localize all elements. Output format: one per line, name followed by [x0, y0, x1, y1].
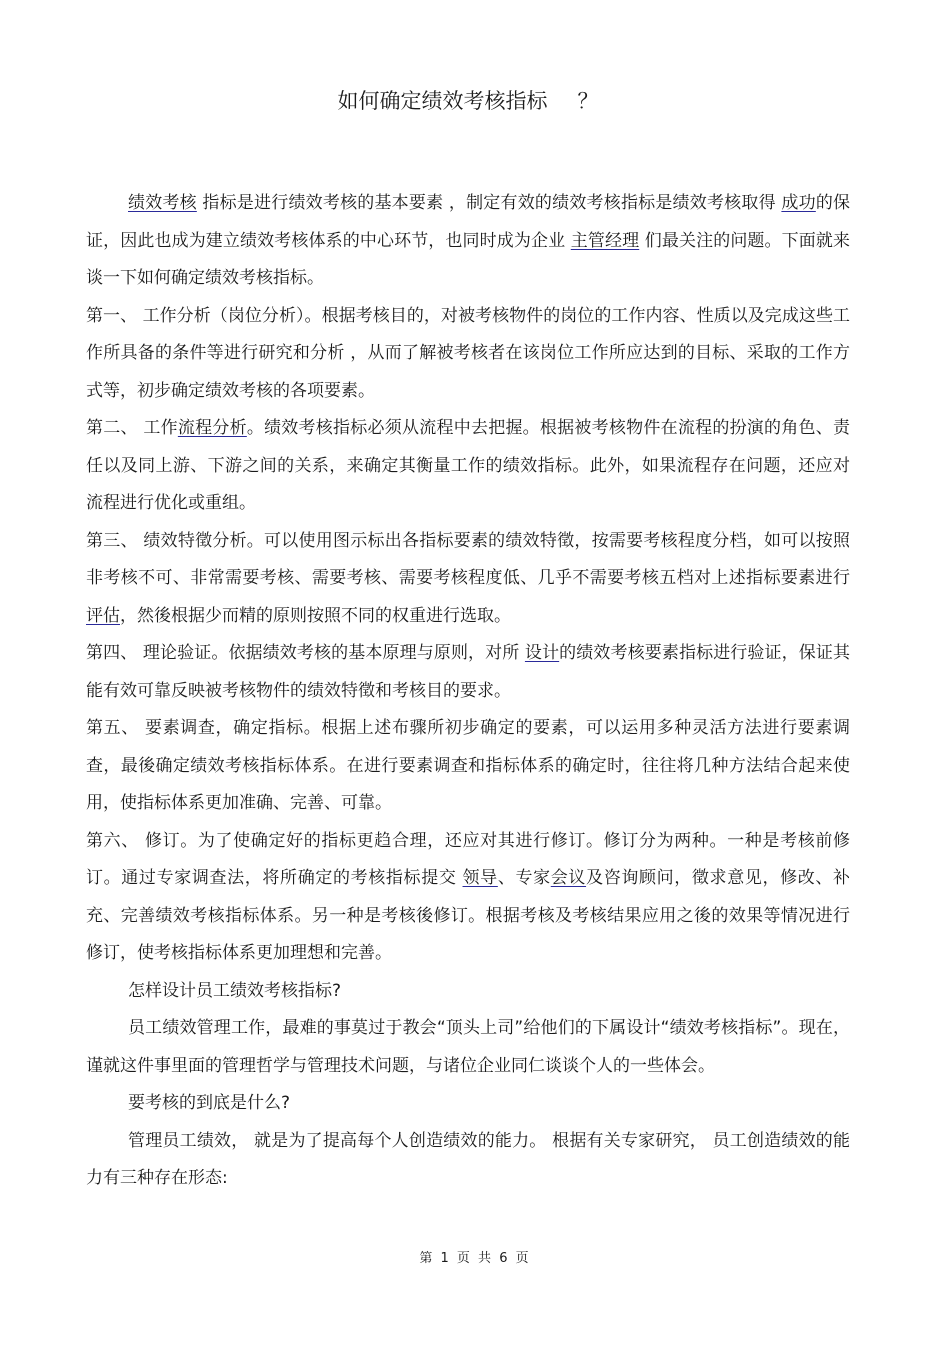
paragraph-step1: [86, 298, 850, 411]
page-footer: 第 1 页 共 6 页: [419, 1251, 531, 1266]
paragraph-text: 的绩效考核要素指标进行验证，保证其能有效可靠反映被考核物件的绩效特徵和考核目的要求。: [86, 643, 851, 701]
paragraph-step4: [86, 635, 850, 710]
page-title-text: 如何确定绩效考核指标: [337, 89, 548, 113]
paragraph-step5: [86, 710, 850, 823]
paragraph-text: 要考核的到底是什么?: [128, 1093, 291, 1113]
paragraph-text: 。绩效考核指标必须从流程中去把握。根据被考核物件在流程的扮演的角色、责任以及同上游、下游之间的关系，来确定其衡量工作的绩效指标。此外，如果流程存在问题，还应对流程进行优化或重组。: [86, 418, 851, 513]
paragraph-text: 第四、 理论验证。依据绩效考核的基本原理与原则，对所: [86, 643, 525, 663]
paragraph-text: 的保证，因此也成为建立绩效考核体系的中心环节，也同时成为企业: [86, 193, 851, 251]
page-title-mark: ？: [577, 89, 599, 113]
paragraph-text: 们最关注的问题。下面就来谈一下如何确定绩效考核指标。: [86, 230, 851, 288]
paragraph-text: 指标是进行绩效考核的基本要素 ，制定有效的绩效考核指标是绩效考核取得: [196, 193, 782, 213]
hyperlink[interactable]: 设计: [524, 643, 560, 663]
paragraph-text: 第三、 绩效特徵分析。可以使用图示标出各指标要素的绩效特徵，按需要考核程度分档，如可以按照非考核不可、非常需要考核、需要考核、需要考核程度低、几乎不需要考核五档对上述指标要素进行: [86, 530, 850, 588]
paragraph-text: 及咨询顾问，徵求意见，修改、补充、完善绩效考核指标体系。另一种是考核後修订。根据考核及考核结果应用之後的效果等情况进行修订，使考核指标体系更加理想和完善。: [86, 868, 851, 963]
paragraph-text: 员工绩效管理工作，最难的事莫过于教会“顶头上司”给他们的下属设计“绩效考核指标”。现在，谨就这件事里面的管理哲学与管理技术问题，与诸位企业同仁谈谈个人的一些体会。: [86, 1018, 850, 1076]
hyperlink[interactable]: 流程分析: [177, 418, 247, 438]
hyperlink[interactable]: 主管经理: [570, 230, 640, 251]
paragraph-q2: [86, 1085, 850, 1123]
paragraph-text: 第一、 工作分析（岗位分析）。根据考核目的，对被考核物件的岗位的工作内容、性质以及完成这些工作所具备的条件等进行研究和分析 ，从而了解被考核者在该岗位工作所应达到的目标、采取的工作方式等，初步确定绩效考核的各项要素。: [86, 305, 850, 401]
hyperlink[interactable]: 绩效考核: [128, 193, 197, 213]
hyperlink[interactable]: 会议: [550, 868, 587, 888]
hyperlink[interactable]: 领导: [462, 868, 498, 888]
paragraph-q1: [86, 973, 850, 1011]
paragraph-p2: [86, 1123, 850, 1198]
paragraph-text: 第六、 修订。为了使确定好的指标更趋合理，还应对其进行修订。修订分为两种。一种是考核前修订。通过专家调查法，将所确定的考核指标提交: [86, 830, 850, 888]
paragraph-step2: [86, 410, 850, 523]
hyperlink[interactable]: 成功: [781, 193, 816, 213]
paragraph-text: 第五、 要素调查，确定指标。根据上述布骤所初步确定的要素，可以运用多种灵活方法进行要素调查，最後确定绩效考核指标体系。在进行要素调查和指标体系的确定时，往往将几种方法结合起来使用，使指标体系更加准确、完善、可靠。: [86, 718, 850, 813]
paragraph-intro: [86, 185, 850, 298]
paragraph-step3: [86, 523, 850, 636]
document-body: [86, 185, 850, 1198]
paragraph-text: 第二、 工作: [86, 418, 178, 438]
paragraph-p1: [86, 1010, 850, 1085]
paragraph-text: 管理员工绩效， 就是为了提高每个人创造绩效的能力。 根据有关专家研究， 员工创造绩效的能力有三种存在形态:: [86, 1130, 850, 1188]
paragraph-text: ，然後根据少而精的原则按照不同的权重进行选取。: [120, 605, 511, 626]
paragraph-text: 怎样设计员工绩效考核指标?: [128, 980, 342, 1001]
paragraph-step6: [86, 823, 850, 973]
paragraph-text: 、专家: [497, 868, 551, 888]
hyperlink[interactable]: 评估: [86, 605, 120, 626]
page-title: [86, 84, 850, 118]
